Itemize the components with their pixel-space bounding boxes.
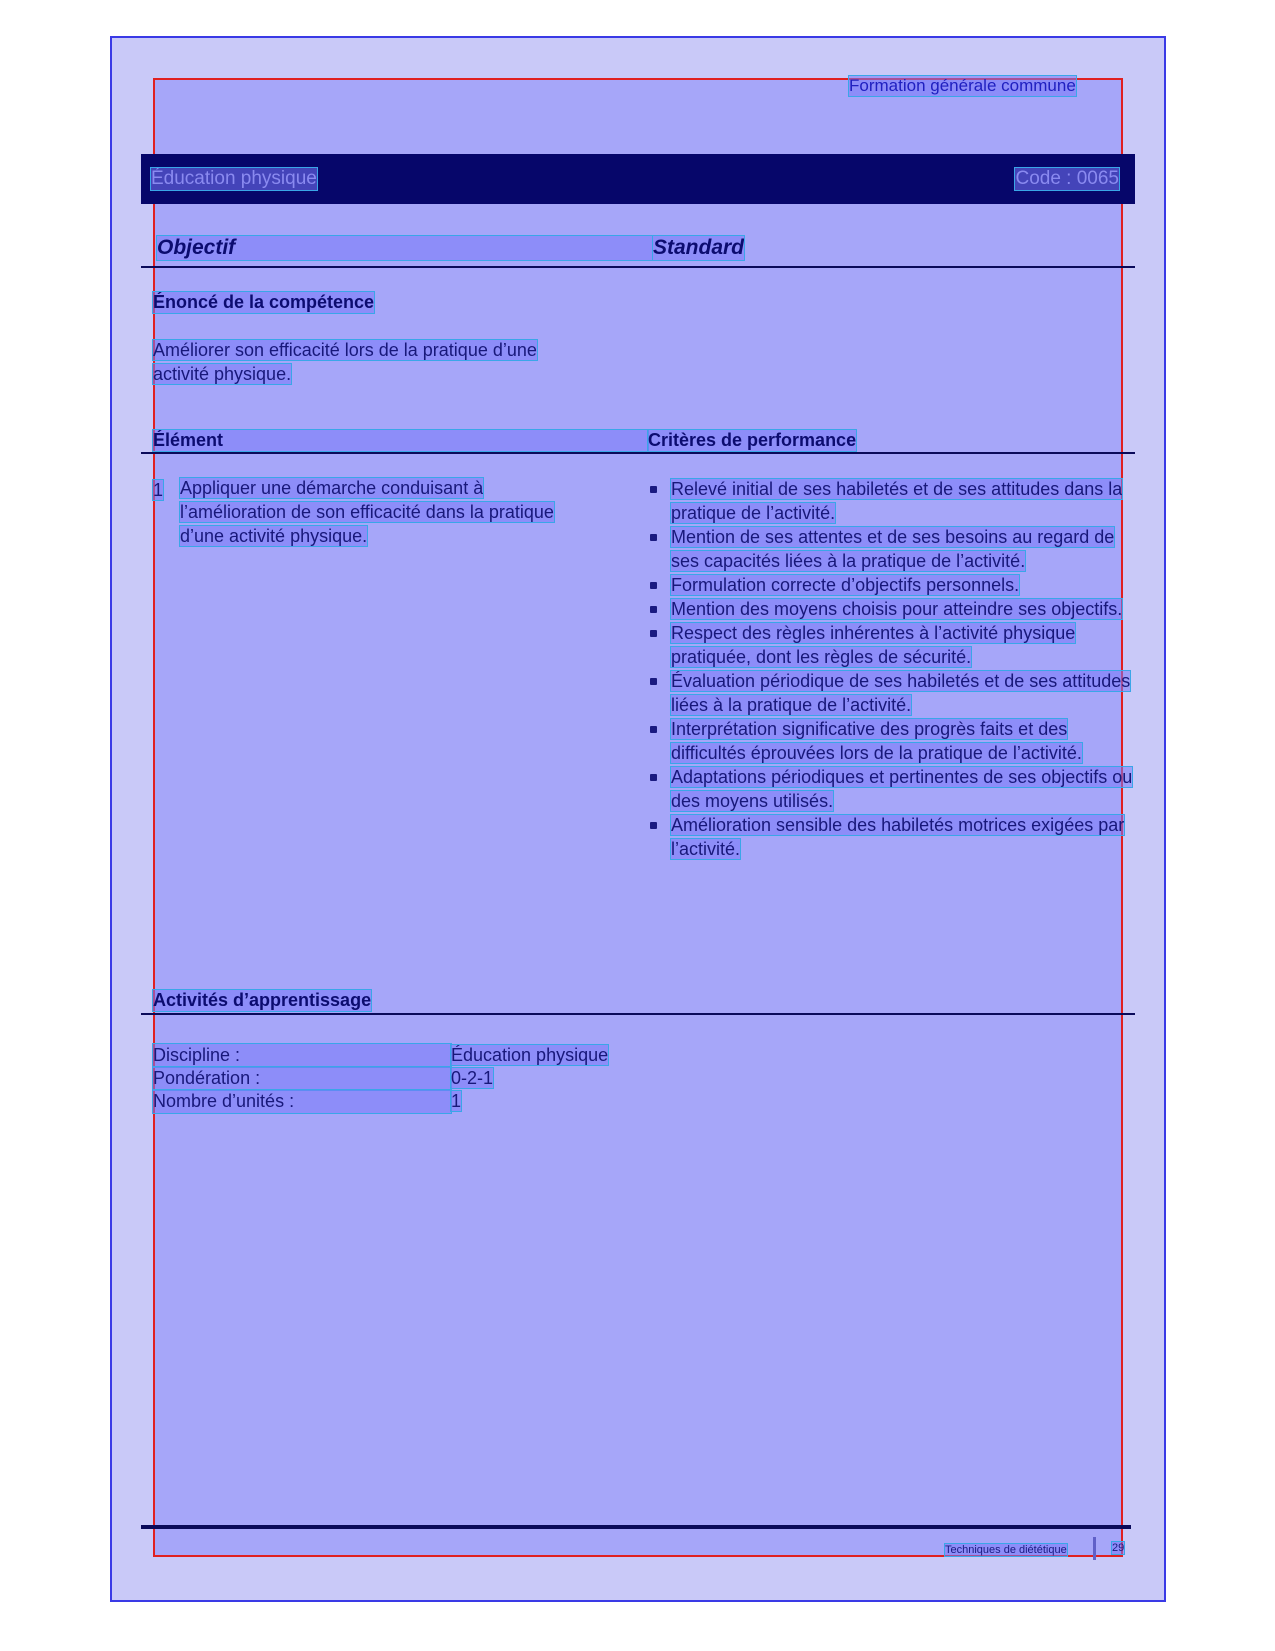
bullet-icon bbox=[650, 678, 657, 685]
element-item bbox=[153, 478, 163, 502]
criteria-item: Amélioration sensible des habiletés motrices exigées par l’activité. bbox=[648, 813, 1138, 861]
element-text bbox=[180, 476, 650, 548]
standard-heading: Standard bbox=[653, 236, 745, 259]
ponderation-value: 0-2-1 bbox=[451, 1068, 494, 1088]
units-label: Nombre d’unités : bbox=[153, 1090, 451, 1113]
criteria-list bbox=[648, 477, 1138, 861]
criteria-item: Adaptations périodiques et pertinentes de ses objectifs ou des moyens utilisés. bbox=[648, 765, 1138, 813]
units-value: 1 bbox=[451, 1091, 462, 1111]
bullet-icon bbox=[650, 822, 657, 829]
ponderation-row bbox=[153, 1067, 493, 1090]
criteria-heading: Critères de performance bbox=[648, 430, 857, 450]
bullet-icon bbox=[650, 606, 657, 613]
bullet-icon bbox=[650, 582, 657, 589]
element-heading: Élément bbox=[153, 430, 648, 451]
objective-heading: Objectif bbox=[157, 236, 652, 260]
bullet-icon bbox=[650, 774, 657, 781]
competence-line: Améliorer son efficacité lors de la pratique d’une bbox=[153, 340, 537, 360]
footer-separator bbox=[1093, 1537, 1096, 1560]
criteria-item: Relevé initial de ses habiletés et de ses attitudes dans la pratique de l’activité. bbox=[648, 477, 1138, 525]
bullet-icon bbox=[650, 534, 657, 541]
criteria-item: Interprétation significative des progrès faits et des difficultés éprouvées lors de la pratique de l’activité. bbox=[648, 717, 1138, 765]
bullet-icon bbox=[650, 486, 657, 493]
page-number: 29 bbox=[1112, 1542, 1125, 1554]
element-line: Appliquer une démarche conduisant à bbox=[180, 478, 484, 498]
divider bbox=[141, 452, 1135, 454]
discipline-value: Éducation physique bbox=[451, 1045, 609, 1065]
element-line: d’une activité physique. bbox=[180, 526, 368, 546]
element-number: 1 bbox=[153, 480, 164, 500]
criteria-item: Évaluation périodique de ses habiletés et de ses attitudes liées à la pratique de l’activité. bbox=[648, 669, 1138, 717]
discipline-row bbox=[153, 1044, 608, 1067]
footer-program: Techniques de diététique bbox=[945, 1544, 1067, 1556]
element-line: l’amélioration de son efficacité dans la pratique bbox=[180, 502, 554, 522]
program-header: Formation générale commune bbox=[849, 76, 1076, 95]
discipline-label: Discipline : bbox=[153, 1044, 451, 1067]
ponderation-label: Pondération : bbox=[153, 1067, 451, 1090]
course-title: Éducation physique bbox=[151, 168, 317, 189]
divider bbox=[141, 266, 1135, 268]
footer-rule bbox=[141, 1525, 1131, 1529]
course-code: Code : 0065 bbox=[1015, 168, 1119, 189]
title-bar bbox=[141, 154, 1135, 204]
criteria-item: Mention de ses attentes et de ses besoins au regard de ses capacités liées à la pratique de l’activité. bbox=[648, 525, 1138, 573]
criteria-item: Mention des moyens choisis pour atteindre ses objectifs. bbox=[648, 597, 1138, 621]
competence-line: activité physique. bbox=[153, 364, 292, 384]
activities-heading: Activités d’apprentissage bbox=[153, 990, 372, 1010]
criteria-item: Formulation correcte d’objectifs personnels. bbox=[648, 573, 1138, 597]
divider bbox=[141, 1013, 1135, 1015]
criteria-item: Respect des règles inhérentes à l’activité physique pratiquée, dont les règles de sécurité. bbox=[648, 621, 1138, 669]
competence-heading: Énoncé de la compétence bbox=[153, 292, 375, 312]
units-row bbox=[153, 1090, 461, 1113]
bullet-icon bbox=[650, 630, 657, 637]
bullet-icon bbox=[650, 726, 657, 733]
competence-text bbox=[153, 338, 537, 386]
